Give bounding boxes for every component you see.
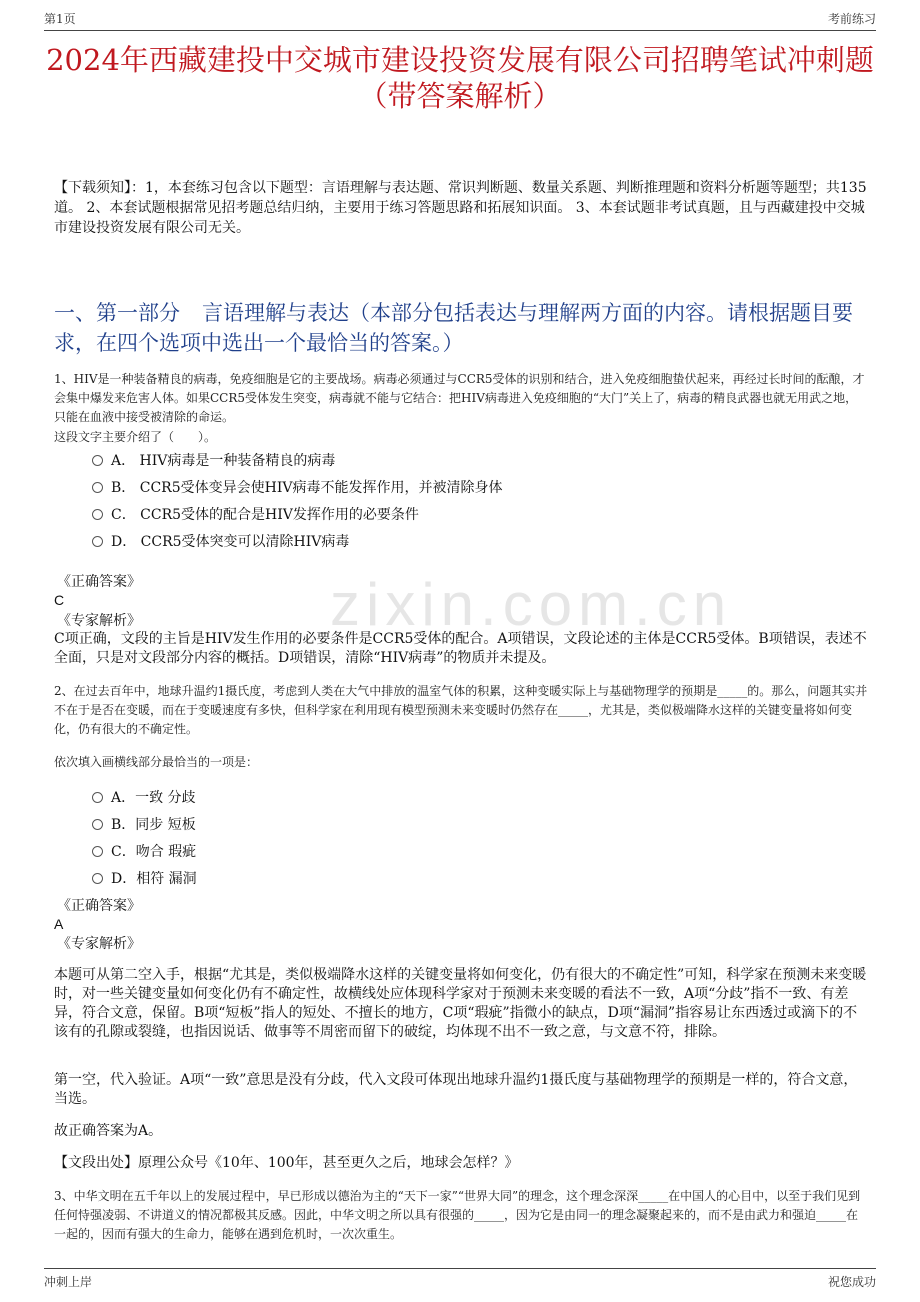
radio-icon[interactable] <box>92 482 103 493</box>
question-1-ask: 这段文字主要介绍了（ ）。 <box>54 430 217 444</box>
radio-icon[interactable] <box>92 819 103 830</box>
footer-right: 祝您成功 <box>827 1275 876 1289</box>
question-2-option-c[interactable]: C．吻合 瑕疵 <box>92 842 196 862</box>
header-rule <box>44 30 876 31</box>
watermark: zixin.com.cn <box>330 571 733 638</box>
header-label: 考前练习 <box>827 12 876 26</box>
page-number: 第1页 <box>44 12 76 26</box>
question-2-option-a[interactable]: A．一致 分歧 <box>92 788 196 808</box>
radio-icon[interactable] <box>92 846 103 857</box>
radio-icon[interactable] <box>92 455 103 466</box>
question-2-analysis-label: 《专家解析》 <box>57 936 141 952</box>
footer-rule <box>44 1268 876 1269</box>
question-2-analysis-paragraph-2: 第一空，代入验证。A项“一致”意思是没有分歧，代入文段可体现出地球升温约1摄氏度与基础物理学的预期是一样的，符合文意，当选。 <box>54 1072 858 1107</box>
question-1-analysis: C项正确，文段的主旨是HIV发生作用的必要条件是CCR5受体的配合。A项错误，文段论述的主体是CCR5受体。B项错误，表述不全面，只是对文段部分内容的概括。D项错误，清除“HIV病毒”的物质并未提及。 <box>54 631 867 666</box>
question-2-answer: A <box>54 916 64 932</box>
document-title: 2024年西藏建投中交城市建设投资发展有限公司招聘笔试冲刺题（带答案解析） <box>46 43 874 113</box>
question-2-analysis-paragraph-3: 故正确答案为A。 <box>54 1123 163 1139</box>
footer-left: 冲刺上岸 <box>44 1275 93 1289</box>
question-3-stem: 3、中华文明在五千年以上的发展过程中，早已形成以德治为主的“天下一家”“世界大同”的理念，这个理念深深_____在中国人的心目中，以至于我们见到任何恃强凌弱、不讲道义的情况都极其反感。因此，中华文明之所以具有很强的_____，因为它是由同一的理念凝聚起来的，而不是由武力和强迫_____在一起的，因而有强大的生命力，能够在遇到危机时，一次次重生。 <box>54 1189 861 1241</box>
question-1-answer: C <box>54 592 65 608</box>
question-1-option-c[interactable]: C． CCR5受体的配合是HIV发挥作用的必要条件 <box>92 505 419 525</box>
section-text: 言语理解与表达（本部分包括表达与理解两方面的内容。请根据题目要求，在四个选项中选出一个最恰当的答案。） <box>54 301 853 355</box>
question-1-answer-label: 《正确答案》 <box>57 574 141 590</box>
question-1-option-b[interactable]: B． CCR5受体变异会使HIV病毒不能发挥作用，并被清除身体 <box>92 478 502 498</box>
radio-icon[interactable] <box>92 536 103 547</box>
radio-icon[interactable] <box>92 792 103 803</box>
question-2-analysis-paragraph-1: 本题可从第二空入手，根据“尤其是，类似极端降水这样的关键变量将如何变化，仍有很大的不确定性”可知，科学家在预测未来变暖时，对一些关键变量如何变化仍有不确定性，故横线处应体现科学家对于预测未来变暖的看法不一致，A项“分歧”指不一致、有差异，符合文意，保留。B项“短板”指人的短处、不擅长的地方，C项“瑕疵”指微小的缺点，D项“漏洞”指容易让东西透过或滴下的不该有的孔隙或裂缝，也指因说话、做事等不周密而留下的破绽，均体现不出不一致之意，与文意不符，排除。 <box>54 967 867 1040</box>
download-notice: 【下载须知】：1，本套练习包含以下题型：言语理解与表达题、常识判断题、数量关系题、判断推理题和资料分析题等题型；共135道。 2、本套试题根据常见招考题总结归纳，主要用于练习答题思路和拓展知识面。 3、本套试题非考试真题，且与西藏建投中交城市建设投资发展有限公司无关。 <box>54 180 867 236</box>
question-2-source: 【文段出处】原理公众号《10年、100年，甚至更久之后，地球会怎样？》 <box>54 1155 519 1171</box>
radio-icon[interactable] <box>92 509 103 520</box>
question-1-option-d[interactable]: D． CCR5受体突变可以清除HIV病毒 <box>92 532 349 552</box>
question-2-answer-label: 《正确答案》 <box>57 898 141 914</box>
question-2-option-b[interactable]: B．同步 短板 <box>92 815 196 835</box>
section-number: 一、第一部分 <box>54 301 180 325</box>
question-1-option-a[interactable]: A． HIV病毒是一种装备精良的病毒 <box>92 451 335 471</box>
question-2-option-d[interactable]: D．相符 漏洞 <box>92 869 197 889</box>
question-2-ask: 依次填入画横线部分最恰当的一项是： <box>54 755 259 769</box>
question-1-stem: 1、HIV是一种装备精良的病毒，免疫细胞是它的主要战场。病毒必须通过与CCR5受体的识别和结合，进入免疫细胞蛰伏起来，再经过长时间的酝酿，才会集中爆发来危害人体。如果CCR5受体发生突变，病毒就不能与它结合：把HIV病毒进入免疫细胞的“大门”关上了，病毒的精良武器也就无用武之地，只能在血液中接受被清除的命运。 <box>54 372 865 424</box>
radio-icon[interactable] <box>92 873 103 884</box>
question-2-stem: 2、在过去百年中，地球升温约1摄氏度，考虑到人类在大气中排放的温室气体的积累，这种变暖实际上与基础物理学的预期是_____的。那么，问题其实并不在于是否在变暖，而在于变暖速度有多快，但科学家在利用现有模型预测未来变暖时仍然存在_____，尤其是，类似极端降水这样的关键变量将如何变化，仍有很大的不确定性。 <box>54 684 868 736</box>
section-heading <box>54 298 869 358</box>
question-1-analysis-label: 《专家解析》 <box>57 613 141 629</box>
